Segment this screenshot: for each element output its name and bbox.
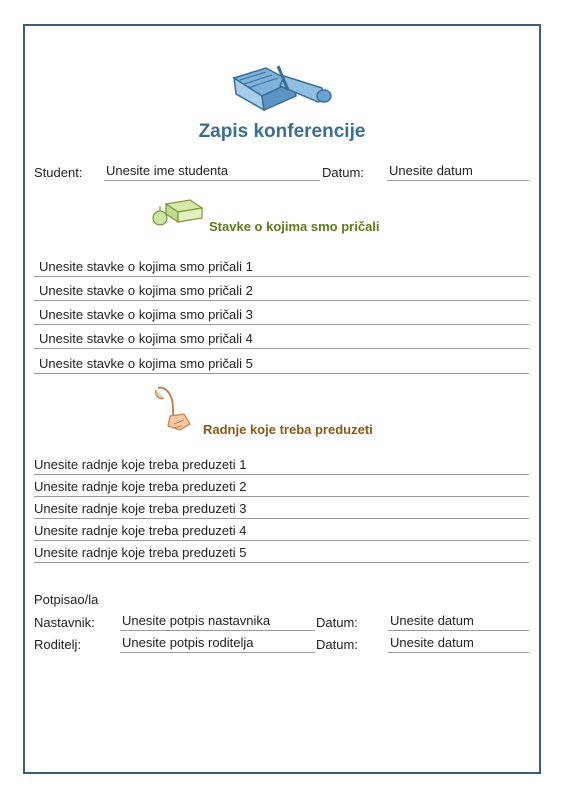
teacher-signature-field[interactable]: Unesite potpis nastavnika bbox=[120, 613, 315, 631]
action-item-5[interactable]: Unesite radnje koje treba preduzeti 5 bbox=[34, 544, 529, 563]
action-item-4[interactable]: Unesite radnje koje treba preduzeti 4 bbox=[34, 522, 529, 541]
action-item-2[interactable]: Unesite radnje koje treba preduzeti 2 bbox=[34, 478, 529, 497]
quill-icon bbox=[150, 384, 200, 438]
discussed-item-3[interactable]: Unesite stavke o kojima smo pričali 3 bbox=[34, 306, 529, 325]
discussed-item-5[interactable]: Unesite stavke o kojima smo pričali 5 bbox=[34, 355, 529, 374]
parent-signature-field[interactable]: Unesite potpis roditelja bbox=[120, 635, 315, 653]
discussed-item-4[interactable]: Unesite stavke o kojima smo pričali 4 bbox=[34, 330, 529, 349]
discussed-item-1[interactable]: Unesite stavke o kojima smo pričali 1 bbox=[34, 258, 529, 277]
student-name-field[interactable]: Unesite ime studenta bbox=[104, 163, 320, 181]
parent-date-field[interactable]: Unesite datum bbox=[388, 635, 529, 653]
actions-heading: Radnje koje treba preduzeti bbox=[203, 422, 373, 437]
discussed-item-2[interactable]: Unesite stavke o kojima smo pričali 2 bbox=[34, 282, 529, 301]
action-item-3[interactable]: Unesite radnje koje treba preduzeti 3 bbox=[34, 500, 529, 519]
books-icon bbox=[150, 196, 206, 232]
page-title: Zapis konferencije bbox=[198, 121, 366, 142]
student-date-label: Datum: bbox=[322, 165, 364, 180]
action-item-1[interactable]: Unesite radnje koje treba preduzeti 1 bbox=[34, 456, 529, 475]
parent-date-label: Datum: bbox=[316, 637, 358, 652]
parent-label: Roditelj: bbox=[34, 637, 81, 652]
signed-by-label: Potpisao/la bbox=[34, 592, 99, 607]
teacher-date-label: Datum: bbox=[316, 615, 358, 630]
teacher-date-field[interactable]: Unesite datum bbox=[388, 613, 529, 631]
student-date-field[interactable]: Unesite datum bbox=[387, 163, 529, 181]
student-label: Student: bbox=[34, 165, 83, 180]
teacher-label: Nastavnik: bbox=[34, 615, 95, 630]
discussed-heading: Stavke o kojima smo pričali bbox=[209, 219, 380, 234]
book-pen-icon bbox=[226, 60, 338, 116]
